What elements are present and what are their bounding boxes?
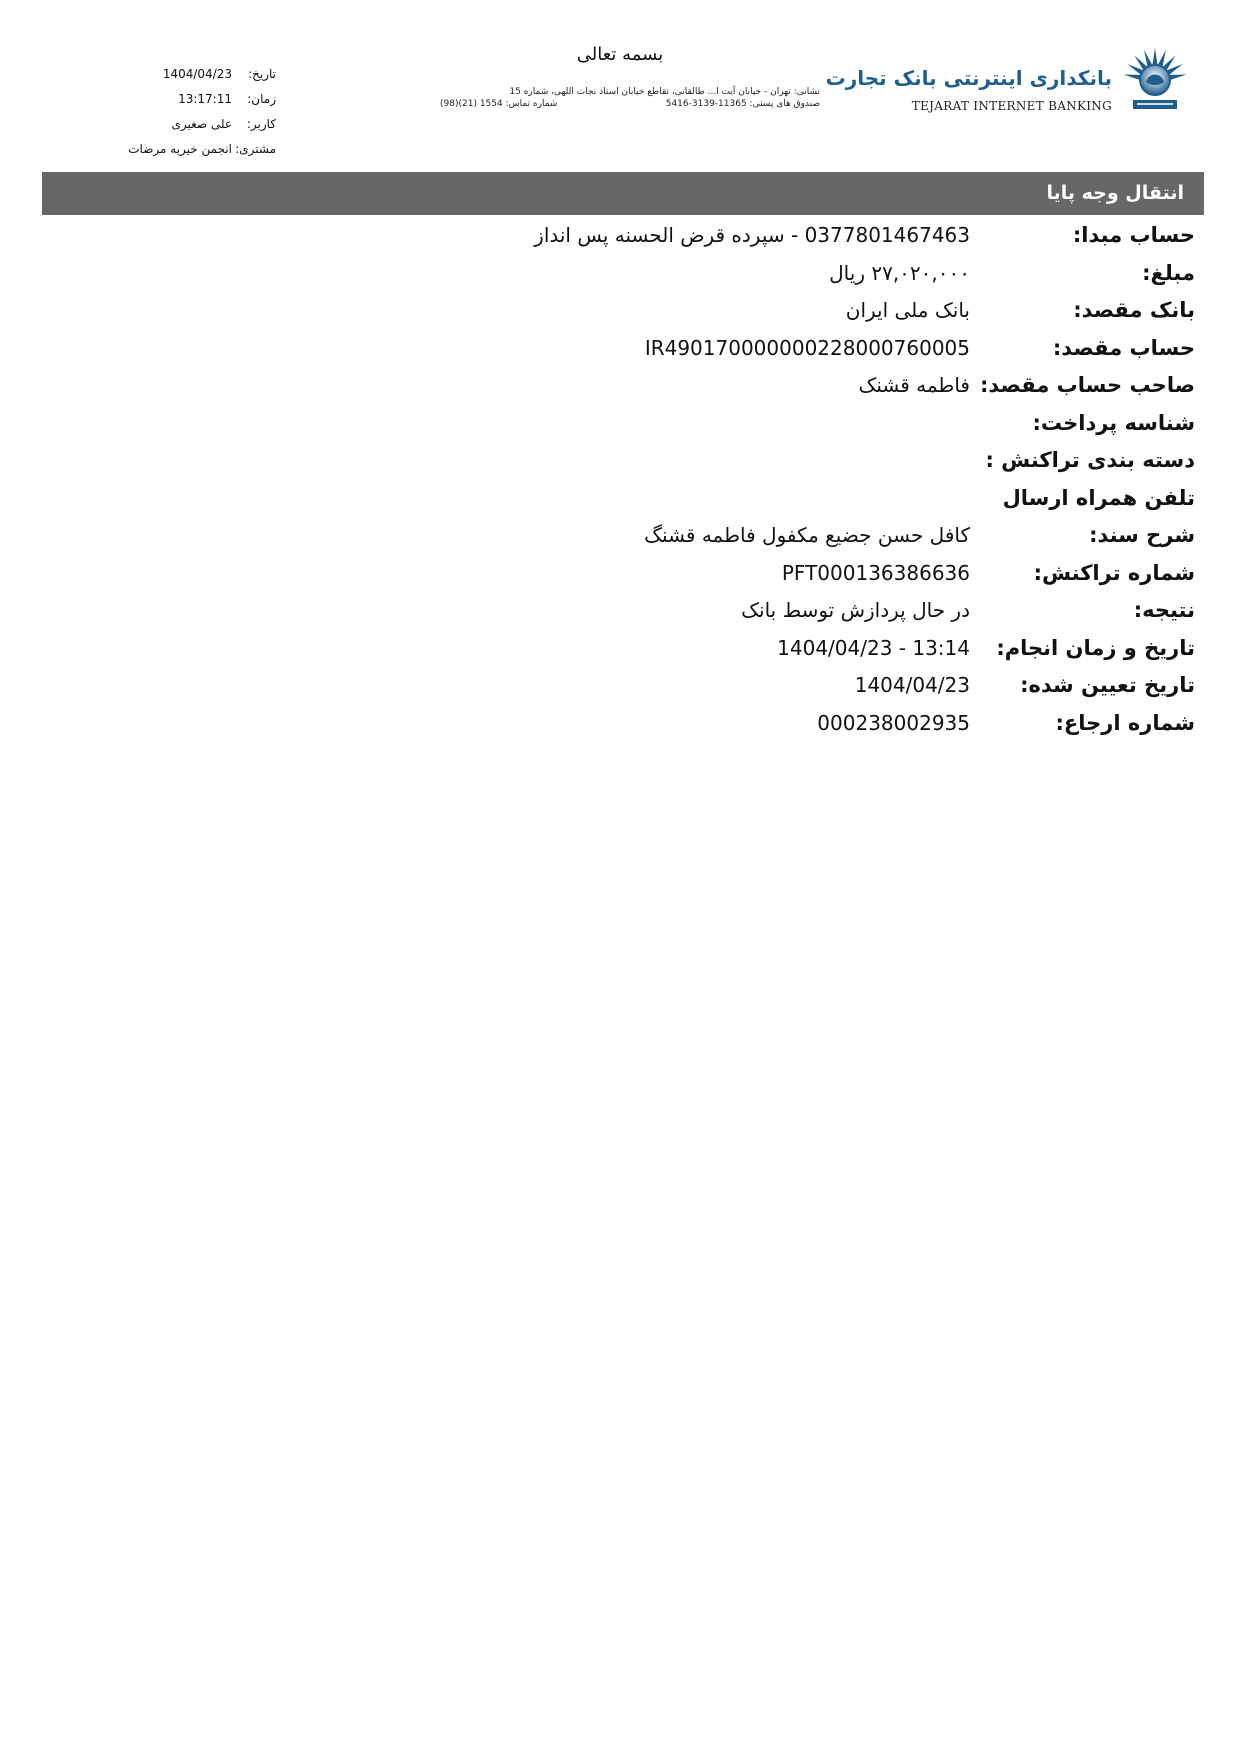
meta-customer-value: انجمن خیریه مرضات: [128, 142, 232, 156]
logo-english-text: TEJARAT INTERNET BANKING: [911, 99, 1112, 113]
meta-user-value: علی صغیری: [171, 117, 232, 131]
detail-label: مبلغ:: [1142, 260, 1195, 285]
meta-customer-label: مشتری:: [235, 142, 276, 156]
detail-label: شرح سند:: [1089, 523, 1195, 547]
meta-date-value: 1404/04/23: [162, 67, 232, 81]
detail-value: 000238002935: [817, 710, 970, 735]
contact-phone: شماره تماس: 1554 (21)(98): [440, 99, 558, 109]
detail-label: شناسه پرداخت:: [1032, 410, 1195, 435]
detail-value: IR490170000000228000760005: [644, 335, 970, 360]
meta-date-label: تاریخ:: [248, 67, 276, 81]
detail-label: شماره ارجاع:: [1055, 710, 1195, 735]
detail-value: فاطمه قشنک: [858, 373, 970, 397]
detail-value: در حال پردازش توسط بانک: [741, 598, 970, 622]
meta-user-label: کاربر:: [246, 117, 276, 131]
basmala-heading: بسمه تعالی: [576, 44, 664, 65]
detail-label: تاریخ تعیین شده:: [1020, 673, 1195, 697]
detail-value: 1404/04/23: [854, 673, 970, 697]
meta-time-value: 13:17:11: [178, 92, 232, 106]
tejarat-emblem-icon: [1120, 44, 1190, 118]
detail-label: نتیجه:: [1133, 598, 1195, 622]
detail-value: بانک ملی ایران: [845, 298, 970, 322]
address-contact-line: [440, 98, 820, 110]
detail-label: صاحب حساب مقصد:: [980, 373, 1195, 397]
meta-customer-row: [100, 139, 276, 164]
detail-row-reference-number: [195, 707, 1195, 745]
detail-row-scheduled-date: [195, 669, 1195, 707]
detail-row-transaction-category: [195, 444, 1195, 482]
bank-logo: [825, 44, 1190, 122]
detail-label: تلفن همراه ارسال: [1002, 485, 1195, 510]
detail-row-source-account: [195, 219, 1195, 257]
detail-label: شماره تراکنش:: [1033, 560, 1195, 585]
postal-box: صندوق های پستی: 11365-3139-5416: [665, 99, 820, 109]
detail-row-payment-id: [195, 407, 1195, 445]
receipt-title: انتقال وجه پایا: [1046, 182, 1184, 204]
detail-row-execution-datetime: [195, 632, 1195, 670]
detail-row-description: [195, 519, 1195, 557]
detail-label: بانک مقصد:: [1073, 298, 1195, 322]
address-line: نشانی: تهران - خیابان آیت ا... طالقانی، تقاطع خیابان استاد نجات اللهی، شماره 15: [509, 87, 820, 97]
bank-address: [440, 86, 820, 110]
detail-label: تاریخ و زمان انجام:: [996, 635, 1195, 660]
detail-value: 0377801467463 - سپرده قرض الحسنه پس انداز: [534, 223, 970, 247]
detail-value: 1404/04/23 - 13:14: [777, 635, 970, 660]
receipt-meta: [100, 64, 276, 164]
transfer-details: [195, 219, 1195, 744]
detail-row-mobile-phone: [195, 482, 1195, 520]
detail-value: PFT000136386636: [781, 560, 970, 585]
meta-date-row: [100, 64, 276, 89]
detail-value: کافل حسن جضیع مکفول فاطمه قشنگ: [644, 523, 970, 547]
detail-label: دسته بندی تراکنش :: [985, 448, 1195, 472]
detail-row-amount: [195, 257, 1195, 295]
detail-row-result: [195, 594, 1195, 632]
meta-user-row: [100, 114, 276, 139]
meta-time-row: [100, 89, 276, 114]
detail-row-destination-account: [195, 332, 1195, 370]
detail-label: حساب مبدا:: [1072, 223, 1195, 247]
detail-value: ۲۷,۰۲۰,۰۰۰ ریال: [829, 260, 970, 285]
detail-row-destination-bank: [195, 294, 1195, 332]
logo-persian-text: بانکداری اینترنتی بانک تجارت: [825, 66, 1112, 90]
detail-label: حساب مقصد:: [1052, 335, 1195, 360]
meta-time-label: زمان:: [247, 92, 276, 106]
receipt-title-bar: [42, 172, 1204, 215]
detail-row-account-owner: [195, 369, 1195, 407]
detail-row-transaction-number: [195, 557, 1195, 595]
